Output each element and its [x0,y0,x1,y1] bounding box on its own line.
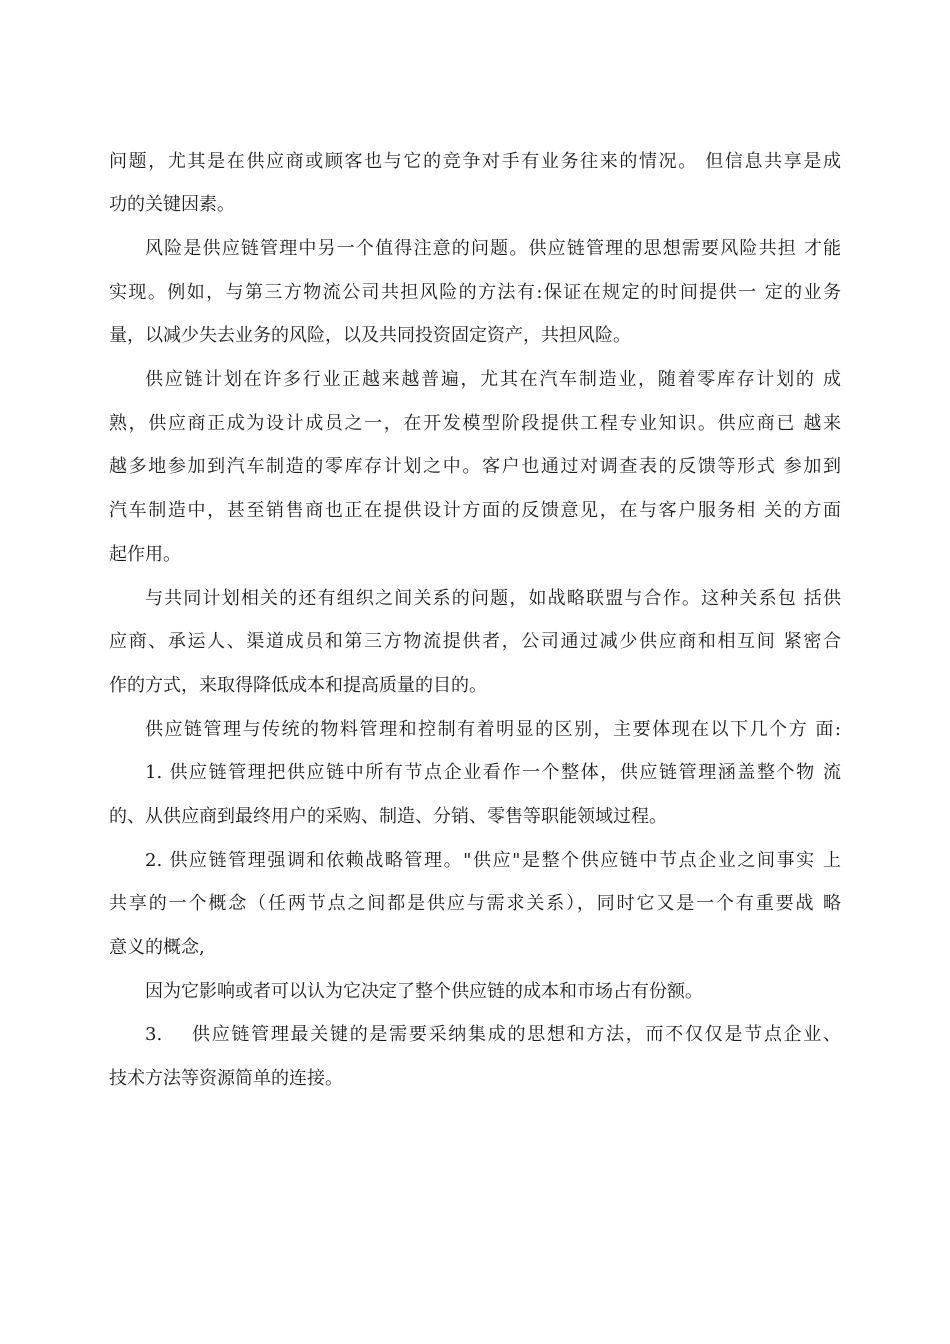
text-line: 的、从供应商到最终用户的采购、制造、分销、零售等职能领域过程。 [109,806,667,827]
paragraph-start-line: 因为它影响或者可以认为它决定了整个供应链的成本和市场占有份额。 [145,981,703,1002]
paragraph-start-line: 与共同计划相关的还有组织之间关系的问题，如战略联盟与合作。这种关系包 括供 [145,588,841,609]
text-line: 技术方法等资源简单的连接。 [109,1068,343,1089]
text-line: 应商、承运人、渠道成员和第三方物流提供者，公司通过减少供应商和相互间 紧密合 [109,631,841,652]
paragraph-start-line: 风险是供应链管理中另一个值得注意的问题。供应链管理的思想需要风险共担 才能 [145,238,841,259]
paragraph-start-line: 供应链计划在许多行业正越来越普遍，尤其在汽车制造业，随着零库存计划的 成 [145,369,841,390]
text-line: 功的关键因素。 [109,194,235,215]
text-line: 熟，供应商正成为设计成员之一，在开发模型阶段提供工程专业知识。供应商已 越来 [109,413,841,434]
list-item-3-line: 3. 供应链管理最关键的是需要采纳集成的思想和方法，而不仅仅是节点企业、 [145,1024,841,1045]
list-item-2-line: 2. 供应链管理强调和依赖战略管理。"供应"是整个供应链中节点企业之间事实 上 [145,850,841,871]
text-line: 实现。例如，与第三方物流公司共担风险的方法有:保证在规定的时间提供一 定的业务 [109,282,841,303]
text-line: 汽车制造中，甚至销售商也正在提供设计方面的反馈意见，在与客户服务相 关的方面 [109,500,841,521]
text-line: 意义的概念, [109,937,205,958]
text-line: 共享的一个概念（任两节点之间都是供应与需求关系），同时它又是一个有重要战 略 [109,893,841,914]
list-item-1-line: 1. 供应链管理把供应链中所有节点企业看作一个整体，供应链管理涵盖整个物 流 [145,762,841,783]
text-line: 问题，尤其是在供应商或顾客也与它的竞争对手有业务往来的情况。 但信息共享是成 [109,151,841,172]
text-line: 作的方式，来取得降低成本和提高质量的目的。 [109,675,487,696]
paragraph-start-line: 供应链管理与传统的物料管理和控制有着明显的区别，主要体现在以下几个方 面: [145,719,841,740]
text-line: 起作用。 [109,544,181,565]
text-line: 量，以减少失去业务的风险，以及共同投资固定资产，共担风险。 [109,325,631,346]
text-line: 越多地参加到汽车制造的零库存计划之中。客户也通过对调查表的反馈等形式 参加到 [109,456,841,477]
